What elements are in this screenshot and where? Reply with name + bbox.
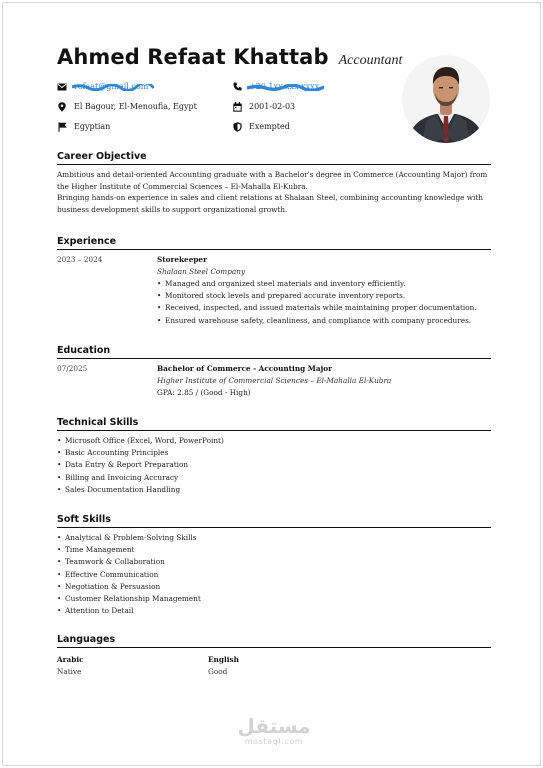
contact-info — [57, 81, 357, 132]
language-item — [57, 654, 208, 677]
list-item: • Data Entry & Report Preparation — [57, 459, 491, 471]
technical-skills-title: Technical Skills — [57, 417, 491, 431]
language-level: Good — [208, 666, 228, 676]
section-technical-skills — [57, 417, 491, 496]
list-item: • Ensured warehouse safety, cleanliness, and compliance with company procedures. — [157, 315, 491, 327]
list-item: • Microsoft Office (Excel, Word, PowerPoint) — [57, 435, 491, 447]
email-icon — [57, 82, 67, 92]
contact-phone — [232, 81, 357, 92]
list-item: • Billing and Invoicing Accuracy — [57, 472, 491, 484]
language-name: English — [208, 655, 239, 664]
list-item: • Managed and organized steel materials and inventory efficiently. — [157, 278, 491, 290]
watermark-arabic: مستقل — [237, 714, 311, 738]
section-experience — [57, 236, 491, 327]
list-item: • Negotiation & Persuasion — [57, 581, 491, 593]
institute-name: Higher Institute of Commercial Sciences – El-Mahalla El-Kubra — [157, 376, 392, 385]
language-item — [208, 654, 358, 677]
nationality-text: Egyptian — [74, 122, 111, 131]
contact-military-status — [232, 121, 357, 132]
technical-skills-list — [57, 435, 491, 496]
candidate-name: Ahmed Refaat Khattab — [57, 45, 329, 69]
experience-bullets — [157, 278, 491, 327]
shield-icon — [232, 122, 242, 132]
career-objective-line2: Bringing hands-on experience in sales and client relations at Shalaan Steel, combining accounting knowledge with business development skills to support organizational growth. — [57, 193, 483, 215]
calendar-icon — [232, 102, 242, 112]
list-item: • Monitored stock levels and prepared accurate inventory reports. — [157, 290, 491, 302]
resume-header — [57, 45, 403, 69]
experience-details — [157, 254, 491, 327]
section-soft-skills — [57, 514, 491, 617]
section-education — [57, 345, 491, 399]
phone-icon — [232, 82, 242, 92]
contact-email — [57, 81, 232, 92]
military-status-text: Exempted — [249, 122, 290, 131]
list-item: • Analytical & Problem-Solving Skills — [57, 532, 491, 544]
job-title: Storekeeper — [157, 255, 207, 264]
section-career-objective — [57, 151, 491, 216]
degree-name: Bachelor of Commerce - Accounting Major — [157, 364, 332, 373]
redaction-scribble — [247, 84, 324, 91]
languages-title: Languages — [57, 634, 491, 648]
list-item: • Sales Documentation Handling — [57, 484, 491, 496]
email-text: refaat@gmail.com — [74, 82, 149, 91]
experience-entry — [57, 254, 491, 327]
contact-address — [57, 101, 232, 112]
experience-date: 2023 – 2024 — [57, 255, 103, 264]
education-date: 07/2025 — [57, 364, 88, 373]
list-item: • Teamwork & Collaboration — [57, 556, 491, 568]
education-details — [157, 363, 491, 399]
gpa-text: GPA: 2.85 / (Good - High) — [157, 388, 251, 397]
contact-nationality — [57, 121, 232, 132]
list-item: • Customer Relationship Management — [57, 593, 491, 605]
company-name: Shalaan Steel Company — [157, 267, 246, 276]
flag-icon — [57, 122, 67, 132]
redaction-scribble — [72, 84, 154, 91]
section-languages — [57, 634, 491, 677]
location-icon — [57, 102, 67, 112]
name-row — [57, 45, 403, 69]
career-objective-line1: Ambitious and detail-oriented Accounting graduate with a Bachelor's degree in Commerce (Accounting Major) from the Higher Institute of Commercial Sciences – El-Mahalla El-Kubra. — [57, 170, 488, 191]
soft-skills-title: Soft Skills — [57, 514, 491, 528]
watermark-latin: mostaql.com — [244, 737, 304, 746]
language-name: Arabic — [57, 655, 84, 664]
education-entry — [57, 363, 491, 399]
candidate-role: Accountant — [338, 53, 403, 68]
career-objective-title: Career Objective — [57, 151, 491, 165]
profile-photo — [402, 55, 490, 143]
redacted-email — [74, 82, 148, 91]
contact-birth-date — [232, 101, 357, 112]
birth-date-text: 2001-02-03 — [249, 102, 296, 111]
language-level: Native — [57, 666, 82, 676]
languages-grid — [57, 654, 491, 677]
soft-skills-list — [57, 532, 491, 617]
experience-title: Experience — [57, 236, 491, 250]
education-title: Education — [57, 345, 491, 359]
mostaql-watermark — [239, 715, 309, 757]
list-item: • Effective Communication — [57, 569, 491, 581]
redacted-phone — [249, 82, 319, 91]
list-item: • Attention to Detail — [57, 605, 491, 617]
list-item: • Time Management — [57, 544, 491, 556]
list-item: • Received, inspected, and issued materials while maintaining proper documentation. — [157, 302, 491, 314]
phone-text: +20 1xx xxx xxxx — [249, 82, 320, 91]
address-text: El Bagour, El-Menoufia, Egypt — [74, 102, 197, 111]
resume-page — [2, 2, 541, 766]
list-item: • Basic Accounting Principles — [57, 447, 491, 459]
